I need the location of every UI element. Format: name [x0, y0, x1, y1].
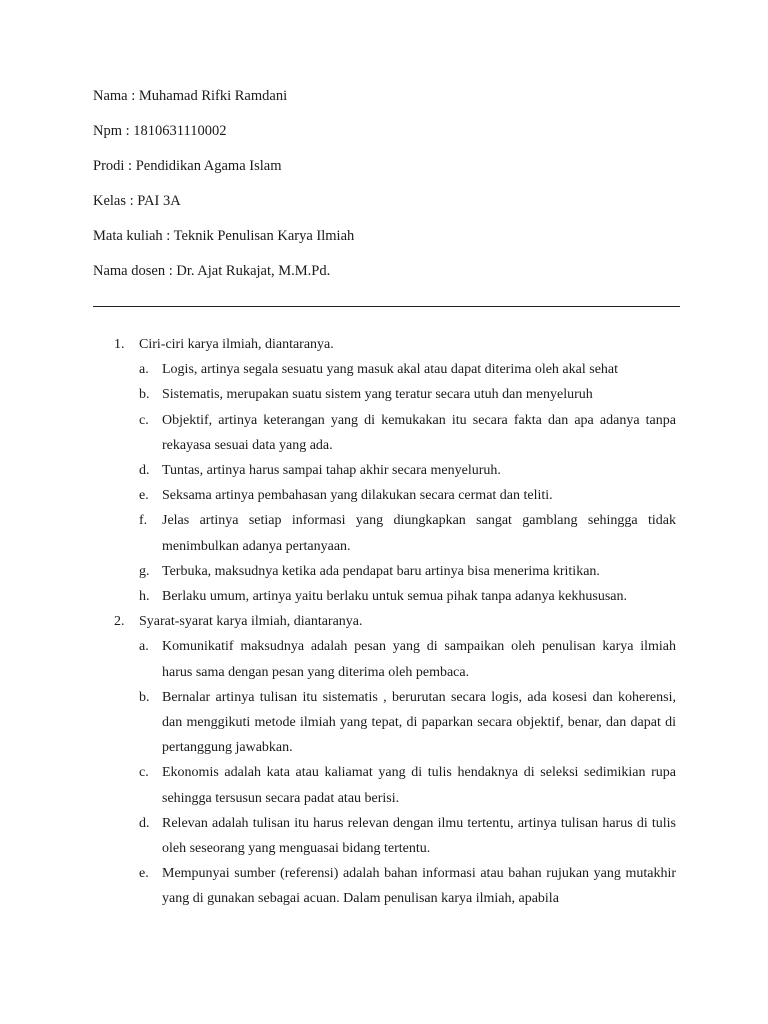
section-title: Syarat-syarat karya ilmiah, diantaranya. [139, 614, 363, 630]
list-item [139, 408, 676, 458]
section-number: 1. [114, 337, 125, 352]
student-info [93, 86, 354, 296]
item-text: Ekonomis adalah kata atau kaliamat yang di tulis hendaknya di seleksi sedimikian rupa sehingga tersusun secara padat atau berisi. [162, 765, 676, 806]
section-syarat-syarat [114, 609, 676, 911]
item-text: Jelas artinya setiap informasi yang diungkapkan sangat gamblang sehingga tidak menimbulkan adanya pertanyaan. [162, 513, 676, 554]
list-item [139, 357, 676, 382]
list-item [139, 483, 676, 508]
section-ciri-ciri [114, 332, 676, 609]
item-letter: g. [139, 563, 150, 579]
course-name: Mata kuliah : Teknik Penulisan Karya Ilmiah [93, 228, 355, 244]
list-item [139, 559, 676, 584]
item-text: Seksama artinya pembahasan yang dilakukan secara cermat dan teliti. [162, 488, 553, 504]
student-npm: Npm : 1810631110002 [93, 123, 227, 139]
list-item [139, 811, 676, 861]
item-text: Sistematis, merupakan suatu sistem yang teratur secara utuh dan menyeluruh [162, 387, 593, 403]
item-letter: h. [139, 589, 150, 605]
list-item [139, 685, 676, 761]
item-letter: d. [139, 463, 150, 479]
list-item [139, 861, 676, 911]
item-letter: a. [139, 362, 149, 378]
class-name: Kelas : PAI 3A [93, 193, 181, 209]
item-letter: a. [139, 639, 149, 655]
item-text: Logis, artinya segala sesuatu yang masuk akal atau dapat diterima oleh akal sehat [162, 362, 619, 378]
item-letter: d. [139, 815, 150, 831]
list-item [139, 584, 676, 609]
item-letter: b. [139, 387, 150, 403]
item-text: Bernalar artinya tulisan itu sistematis , berurutan secara logis, ada kosesi dan koherensi, dan menggikuti metode ilmiah yang tepat, di paparkan secara objektif, benar, dan dapat di pertanggung jawabkan. [162, 689, 676, 756]
section-number: 2. [114, 614, 125, 630]
item-text: Terbuka, maksudnya ketika ada pendapat baru artinya bisa menerima kritikan. [162, 563, 600, 579]
list-item [139, 760, 676, 810]
section-title: Ciri-ciri karya ilmiah, diantaranya. [139, 337, 334, 352]
student-name: Nama : Muhamad Rifki Ramdani [93, 88, 288, 104]
item-text: Berlaku umum, artinya yaitu berlaku untuk semua pihak tanpa adanya kekhususan. [162, 589, 627, 605]
item-letter: b. [139, 689, 150, 705]
item-text: Komunikatif maksudnya adalah pesan yang di sampaikan oleh penulisan karya ilmiah harus sama dengan pesan yang diterima oleh pembaca. [162, 639, 676, 680]
list-item [139, 458, 676, 483]
item-letter: e. [139, 488, 149, 504]
list-item [139, 634, 676, 684]
item-letter: f. [139, 513, 148, 529]
document-body [114, 332, 676, 912]
item-text: Relevan adalah tulisan itu harus relevan dengan ilmu tertentu, artinya tulisan harus di tulis oleh seseorang yang menguasai bidang tertentu. [162, 815, 676, 857]
item-text: Tuntas, artinya harus sampai tahap akhir secara menyeluruh. [162, 463, 501, 479]
lecturer-name: Nama dosen : Dr. Ajat Rukajat, M.M.Pd. [93, 263, 331, 279]
item-text: Mempunyai sumber (referensi) adalah bahan informasi atau bahan rujukan yang mutakhir yang di gunakan sebagai acuan. Dalam penulisan karya ilmiah, apabila [162, 866, 676, 907]
item-letter: e. [139, 866, 149, 882]
list-item [139, 508, 676, 558]
study-program: Prodi : Pendidikan Agama Islam [93, 158, 282, 174]
separator-line [93, 306, 680, 307]
item-text: Objektif, artinya keterangan yang di kemukakan itu secara fakta dan apa adanya tanpa rekayasa sesuai data yang ada. [162, 412, 676, 453]
list-item [139, 382, 676, 407]
item-letter: c. [139, 765, 149, 781]
item-letter: c. [139, 412, 149, 428]
